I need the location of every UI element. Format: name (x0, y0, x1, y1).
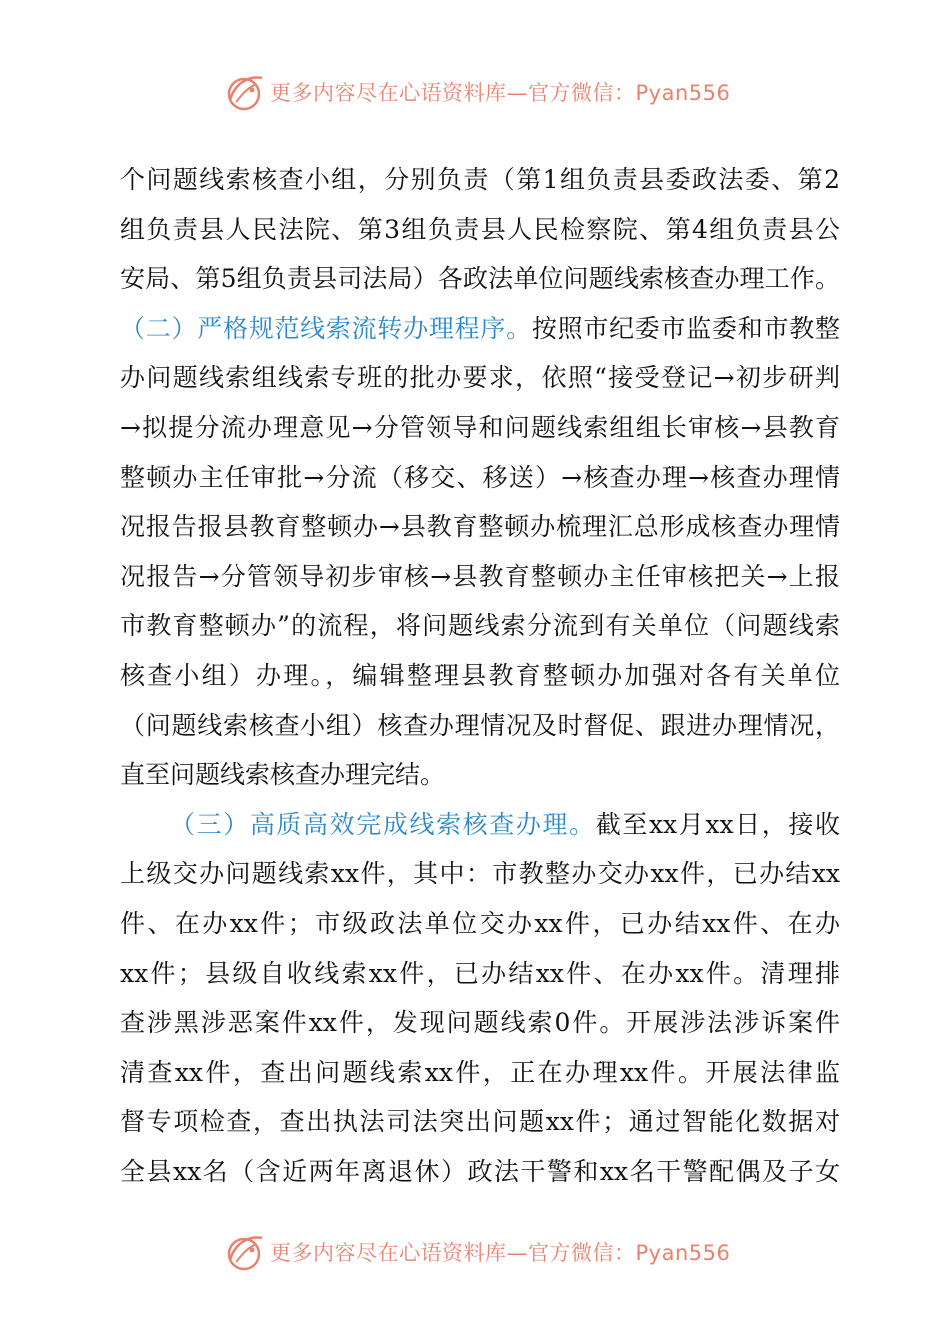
text-line: 直至问题线索核查办理完结。 (120, 760, 446, 790)
text-line: →拟提分流办理意见→分管领导和问题线索组组长审核→县教育 (120, 412, 840, 442)
text-line: （二）严格规范线索流转办理程序。按照市纪委市监委和市教整 (120, 313, 840, 343)
text-line: （问题线索核查小组）核查办理情况及时督促、跟进办理情况， (120, 710, 840, 740)
document-body (120, 155, 840, 1196)
section-heading-2: （二）严格规范线索流转办理程序。 (120, 313, 532, 343)
watermark-text: 更多内容尽在心语资料库—官方微信：Pyan556 (270, 1241, 731, 1265)
logo-icon (222, 70, 266, 114)
text-line: 查涉黑涉恶案件xx件，发现问题线索0件。开展涉法涉诉案件 (120, 1008, 840, 1038)
watermark-text: 更多内容尽在心语资料库—官方微信：Pyan556 (270, 81, 731, 105)
text-line: 个问题线索核查小组，分别负责（第1组负责县委政法委、第2 (120, 165, 840, 194)
text-line: 办问题线索组线索专班的批办要求，依照“接受登记→初步研判 (120, 363, 840, 393)
footer-watermark-banner (222, 1230, 742, 1274)
text-line: 督专项检查，查出执法司法突出问题xx件；通过智能化数据对 (120, 1107, 840, 1137)
text-line: 核查小组）办理。，编辑整理县教育整顿办加强对各有关单位 (120, 660, 840, 690)
header-watermark-banner (222, 70, 742, 114)
text-line: 件、在办xx件；市级政法单位交办xx件，已办结xx件、在办 (120, 908, 840, 938)
text-line: 市教育整顿办”的流程，将问题线索分流到有关单位（问题线索 (120, 611, 840, 641)
text-line: 上级交办问题线索xx件，其中：市教整办交办xx件，已办结xx (120, 859, 840, 889)
text-line: （三）高质高效完成线索核查办理。截至xx月xx日，接收 (170, 809, 840, 839)
text-line: xx件；县级自收线索xx件，已办结xx件、在办xx件。清理排 (120, 958, 840, 988)
text-line: 清查xx件，查出问题线索xx件，正在办理xx件。开展法律监 (120, 1057, 840, 1087)
text-line: 况报告报县教育整顿办→县教育整顿办梳理汇总形成核查办理情 (120, 512, 840, 542)
text-line: 整顿办主任审批→分流（移交、移送）→核查办理→核查办理情 (120, 462, 840, 492)
text-line: 安局、第5组负责县司法局）各政法单位问题线索核查办理工作。 (120, 264, 840, 294)
text-line: 全县xx名（含近两年离退休）政法干警和xx名干警配偶及子女 (120, 1156, 840, 1186)
text-line: 况报告→分管领导初步审核→县教育整顿办主任审核把关→上报 (120, 561, 840, 591)
logo-icon (222, 1230, 266, 1274)
text-line: 组负责县人民法院、第3组负责县人民检察院、第4组负责县公 (120, 214, 840, 244)
section-heading-3: （三）高质高效完成线索核查办理。 (170, 809, 596, 839)
